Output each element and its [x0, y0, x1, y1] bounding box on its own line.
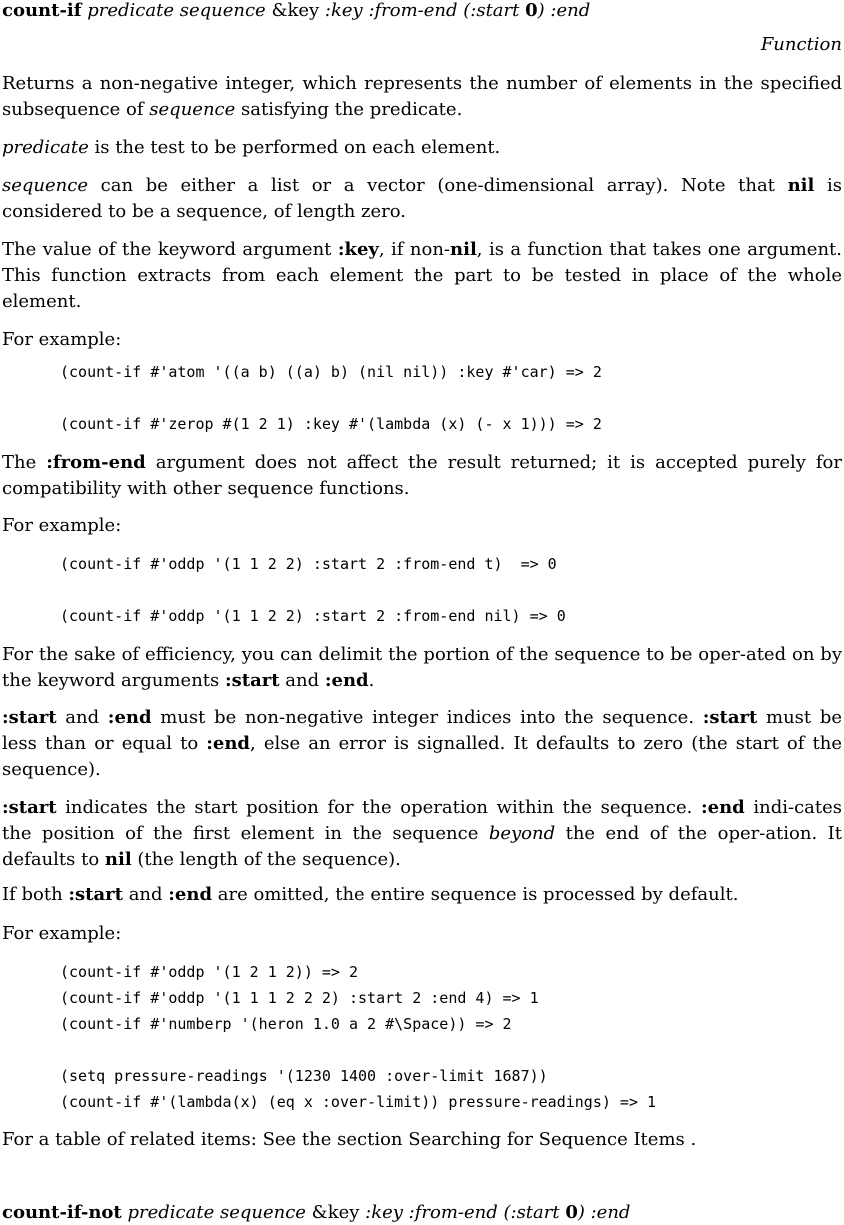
- lambda-keyword: &key: [271, 0, 320, 21]
- function-signature: [2, 0, 590, 22]
- code-example-1: [60, 359, 602, 437]
- signature-args: predicate sequence &key :key :from-end (:start 0) :end: [87, 0, 591, 21]
- example-label-3: For example:: [2, 923, 122, 944]
- function-name: count-if-not: [2, 1202, 122, 1223]
- related-items-reference: For a table of related items: See the section Searching for Sequence Items .: [2, 1129, 697, 1150]
- paragraph-from-end: The :from-end argument does not affect the result returned; it is accepted purely for compatibility with other sequence functions.: [2, 452, 842, 499]
- code-line: (count-if #'numberp '(heron 1.0 a 2 #\Space)) => 2: [60, 1015, 512, 1033]
- next-function-signature: [2, 1202, 630, 1224]
- paragraph-predicate: predicate is the test to be performed on each element.: [2, 137, 501, 158]
- lambda-keyword: &key: [311, 1202, 360, 1223]
- paragraph-start-position: :start indicates the start position for the operation within the sequence. :end indi-cates the position of the first element in the sequence beyond the end of the oper-ation. It defaults to nil (the length of the sequence).: [2, 797, 843, 870]
- paragraph-sequence: sequence can be either a list or a vector (one-dimensional array). Note that nil is considered to be a sequence, of length zero.: [2, 175, 842, 222]
- code-line: [60, 385, 602, 411]
- paragraph-start-end-indices: :start and :end must be non-negative integer indices into the sequence. :start must be less than or equal to :end, else an error is signalled. It defaults to zero (the start of the sequence).: [2, 707, 843, 780]
- code-line: (count-if #'(lambda(x) (eq x :over-limit)) pressure-readings) => 1: [60, 1093, 657, 1111]
- code-line: (count-if #'oddp '(1 2 1 2)) => 2: [60, 963, 359, 981]
- code-line: (setq pressure-readings '(1230 1400 :over-limit 1687)): [60, 1067, 548, 1085]
- code-line: (count-if #'oddp '(1 1 1 2 2 2) :start 2 :end 4) => 1: [60, 989, 539, 1007]
- code-line: (count-if #'oddp '(1 1 2 2) :start 2 :from-end nil) => 0: [60, 607, 566, 625]
- entry-category: Function: [760, 34, 842, 55]
- paragraph-efficiency: For the sake of efficiency, you can delimit the portion of the sequence to be oper-ated on by the keyword arguments :start and :end.: [2, 644, 842, 691]
- example-label-2: For example:: [2, 515, 122, 536]
- example-label-1: For example:: [2, 329, 122, 350]
- paragraph-key-argument: The value of the keyword argument :key, if non-nil, is a function that takes one argument. This function extracts from each element the part to be tested in place of the whole element.: [2, 239, 842, 312]
- code-line: (count-if #'zerop #(1 2 1) :key #'(lambda (x) (- x 1))) => 2: [60, 415, 602, 433]
- code-line: (count-if #'atom '((a b) ((a) b) (nil nil)) :key #'car) => 2: [60, 363, 602, 381]
- code-example-3: [60, 959, 656, 1115]
- code-example-2: [60, 551, 566, 629]
- function-name: count-if: [2, 0, 82, 21]
- code-line: (count-if #'oddp '(1 1 2 2) :start 2 :from-end t) => 0: [60, 555, 557, 573]
- paragraph-omitted: If both :start and :end are omitted, the entire sequence is processed by default.: [2, 884, 739, 905]
- code-line: [60, 577, 566, 603]
- code-line: [60, 1037, 656, 1063]
- signature-args: predicate sequence &key :key :from-end (:start 0) :end: [127, 1202, 631, 1223]
- paragraph-returns: Returns a non-negative integer, which represents the number of elements in the specified subsequence of sequence satisfying the predicate.: [2, 73, 842, 120]
